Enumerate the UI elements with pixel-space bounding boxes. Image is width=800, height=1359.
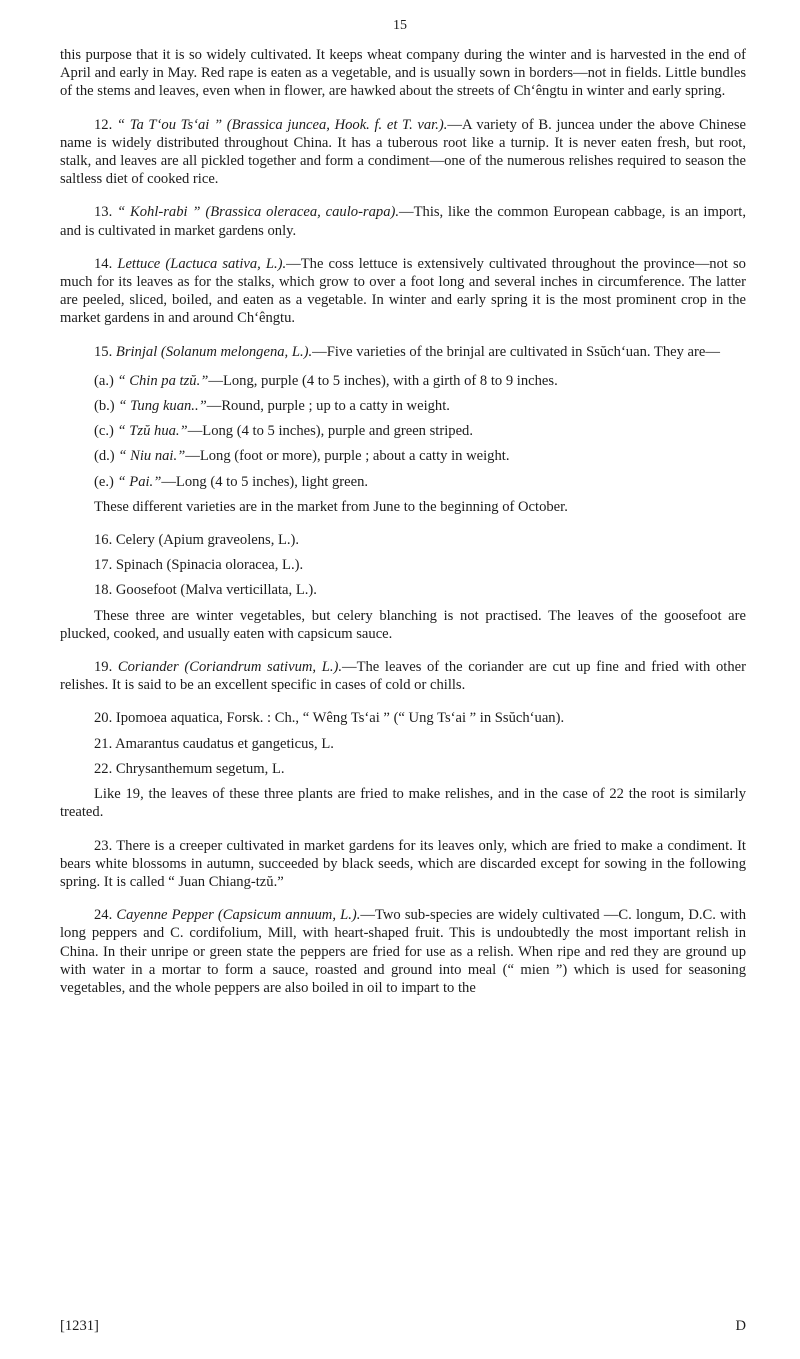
variety-name: “ Niu nai.”: [118, 448, 186, 465]
entry-16-18-close: These three are winter vegetables, but celery blanching is not practised. The leaves of the goosefoot are plucked, cooked, and usually eaten with capsicum sauce.: [60, 607, 746, 642]
entry-latin: (Lactuca sativa, L.).: [165, 255, 287, 272]
variety-b: [60, 397, 746, 415]
entry-17: 17. Spinach (Spinacia oloracea, L.).: [94, 557, 304, 574]
entry-20-22-close: Like 19, the leaves of these three plants are fried to make relishes, and in the case of 22 the root is similarly treated.: [60, 786, 746, 821]
variety-name: “ Pai.”: [117, 473, 162, 490]
variety-text: —Round, purple ; up to a catty in weight.: [206, 398, 450, 415]
entry-latin: (Brassica oleracea, caulo-rapa).: [205, 204, 400, 221]
entry-15-close: These different varieties are in the market from June to the beginning of October.: [94, 498, 568, 515]
variety-name: “ Tung kuan..”: [118, 398, 207, 415]
entry-number: 14.: [94, 255, 113, 272]
entry-number: 19.: [94, 659, 113, 676]
variety-text: —Long (4 to 5 inches), purple and green striped.: [187, 423, 473, 440]
entry-name: Coriander: [117, 659, 179, 676]
entry-name: “ Kohl-rabi ”: [117, 204, 201, 221]
variety-label: (e.): [94, 473, 114, 490]
entry-number: 13.: [94, 204, 113, 221]
entry-text: —This, like the common European cabbage, is an import, and is cultivated in market gardens only.: [60, 204, 746, 239]
signature-mark: [1231]: [60, 1318, 99, 1334]
variety-d: [60, 447, 746, 465]
entry-14: [60, 255, 746, 328]
gathering-letter: D: [735, 1318, 746, 1334]
entry-latin: (Solanum melongena, L.).: [160, 343, 313, 360]
variety-text: —Long (4 to 5 inches), light green.: [161, 473, 369, 490]
entry-text: —Five varieties of the brinjal are cultivated in Ssŭch‘uan. They are—: [312, 343, 720, 360]
page-footer: [60, 1318, 746, 1335]
entry-18: 18. Goosefoot (Malva verticillata, L.).: [94, 582, 317, 599]
variety-a: [60, 372, 746, 390]
entry-number: 12.: [94, 116, 113, 133]
entry-text: —Two sub-species are widely cultivated —C. longum, D.C. with long peppers and C. cordifolium, Mill, with heart-shaped fruit. This is undoubtedly the most important relish in China. In their unripe or green state the peppers are fried for use as a relish. When ripe and red they are ground up with water in a mortar to form a sauce, roasted and ground into meal (“ mien ”) which is used for seasoning vegetables, and the whole peppers are also boiled in oil to impart to the: [60, 907, 746, 996]
entry-name: “ Ta T‘ou Ts‘ai ”: [116, 116, 223, 133]
entry-name: Brinjal: [115, 343, 158, 360]
entry-name: Lettuce: [117, 255, 161, 272]
entry-text: —A variety of B. juncea under the above Chinese name is widely distributed throughout China. It has a tuberous root like a turnip. It is never eaten fresh, but root, stalk, and leaves are all pickled together and form a condiment—one of the numerous relishes required to season the saltless diet of cooked rice.: [60, 116, 747, 188]
entry-latin: (Brassica juncea, Hook. f. et T. var.).: [226, 116, 448, 133]
page-number: 15: [393, 18, 407, 33]
variety-label: (a.): [94, 372, 114, 389]
entry-23: 23. There is a creeper cultivated in market gardens for its leaves only, which are fried to make a condiment. It bears white blossoms in autumn, succeeded by black seeds, which are discarded except for sowing in the following spring. It is called “ Juan Chiang-tzŭ.”: [60, 837, 746, 890]
variety-label: (c.): [94, 423, 114, 440]
entry-19: [60, 658, 746, 694]
entry-20: 20. Ipomoea aquatica, Forsk. : Ch., “ Wêng Ts‘ai ” (“ Ung Ts‘ai ” in Ssŭch‘uan).: [94, 710, 565, 727]
variety-text: —Long (foot or more), purple ; about a catty in weight.: [185, 448, 510, 465]
entry-latin: (Capsicum annuum, L.).: [217, 907, 361, 924]
body-text: [60, 46, 746, 1012]
entry-24: [60, 906, 746, 997]
intro-paragraph: this purpose that it is so widely cultivated. It keeps wheat company during the winter and is harvested in the end of April and early in May. Red rape is eaten as a vegetable, and is usually sown in borders—not in fields. Little bundles of the stems and leaves, even when in flower, are hawked about the streets of Ch‘êngtu in winter and early spring.: [60, 47, 746, 100]
entry-number: 24.: [94, 907, 113, 924]
entry-number: 15.: [94, 343, 113, 360]
entry-22: 22. Chrysanthemum segetum, L.: [94, 760, 285, 777]
entry-text: —The coss lettuce is extensively cultivated throughout the province—not so much for its leaves as for the stalks, which grow to over a foot long and several inches in circumference. The latter are peeled, sliced, boiled, and eaten as a vegetable. In winter and early spring it is the most prominent crop in the market gardens in and around Ch‘êngtu.: [60, 255, 746, 327]
variety-name: “ Chin pa tzŭ.”: [117, 372, 209, 389]
variety-label: (d.): [94, 448, 115, 465]
variety-e: [60, 473, 746, 491]
entry-21: 21. Amarantus caudatus et gangeticus, L.: [94, 735, 334, 752]
entry-13: [60, 203, 746, 239]
entry-text: —The leaves of the coriander are cut up fine and fried with other relishes. It is said to be an excellent specific in cases of cold or chills.: [60, 659, 746, 694]
variety-text: —Long, purple (4 to 5 inches), with a girth of 8 to 9 inches.: [208, 372, 558, 389]
variety-c: [60, 422, 746, 440]
variety-name: “ Tzŭ hua.”: [117, 423, 188, 440]
entry-15: [60, 343, 746, 361]
entry-12: [60, 116, 746, 189]
entry-latin: (Coriandrum sativum, L.).: [184, 659, 342, 676]
entry-name: Cayenne Pepper: [116, 907, 214, 924]
variety-label: (b.): [94, 398, 115, 415]
entry-16: 16. Celery (Apium graveolens, L.).: [94, 532, 300, 549]
